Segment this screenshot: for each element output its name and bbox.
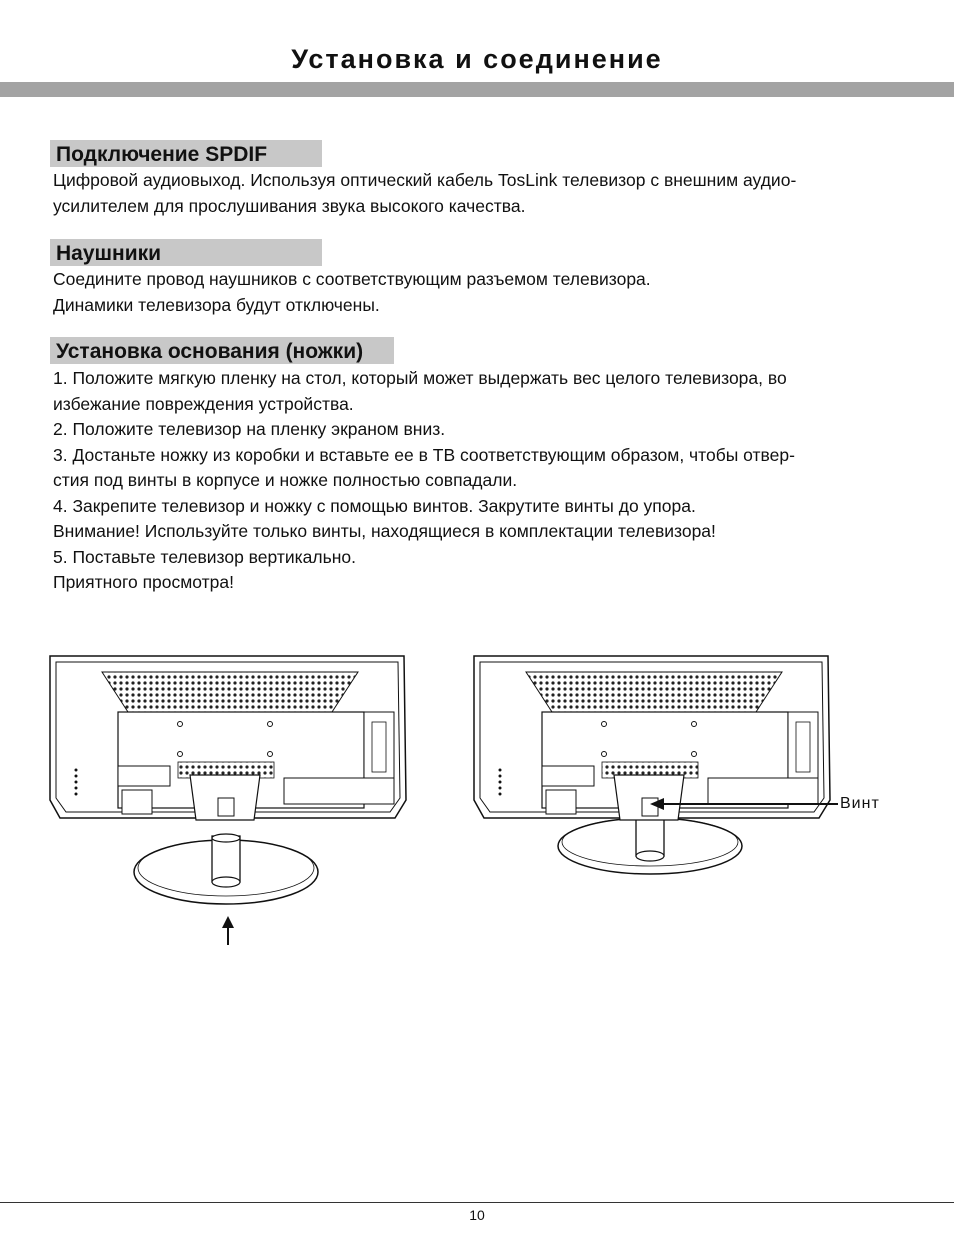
text-line: Приятного просмотра! (53, 572, 234, 592)
page-number: 10 (469, 1207, 485, 1223)
tv-stand-before-install-figure (40, 650, 420, 950)
section-text-spdif (53, 168, 913, 219)
page-title: Установка и соединение (291, 44, 663, 74)
section-heading-stand: Установка основания (ножки) (50, 337, 394, 364)
text-line: 1. Положите мягкую пленку на стол, который может выдержать вес целого телевизора, во (53, 368, 787, 388)
title-divider-bar (0, 82, 954, 97)
footer-divider (0, 1202, 954, 1203)
text-line: 2. Положите телевизор на пленку экраном вниз. (53, 419, 446, 439)
text-line: стия под винты в корпусе и ножке полностью совпадали. (53, 470, 518, 490)
section-text-stand (53, 366, 913, 596)
text-line: Соедините провод наушников с соответствующим разъемом телевизора. (53, 269, 651, 289)
text-line: 5. Поставьте телевизор вертикально. (53, 546, 357, 567)
text-line: Цифровой аудиовыход. Используя оптический кабель TosLink телевизор с внешним аудио- (53, 170, 797, 190)
section-heading-spdif: Подключение SPDIF (50, 140, 322, 167)
section-heading-headphones: Наушники (50, 239, 322, 266)
text-line: 4. Закрепите телевизор и ножку с помощью винтов. Закрутите винты до упора. (53, 495, 696, 516)
text-line: избежание повреждения устройства. (53, 393, 354, 414)
text-line: 3. Достаньте ножку из коробки и вставьте ее в ТВ соответствующим образом, чтобы отвер- (53, 444, 795, 465)
text-line: Внимание! Используйте только винты, находящиеся в комплектации телевизора! (53, 521, 716, 541)
text-line: Динамики телевизора будут отключены. (53, 294, 380, 315)
tv-stand-installed-figure (466, 650, 846, 880)
text-line: усилителем для прослушивания звука высокого качества. (53, 195, 526, 216)
screw-label: Винт (840, 795, 880, 812)
section-text-headphones (53, 267, 913, 318)
